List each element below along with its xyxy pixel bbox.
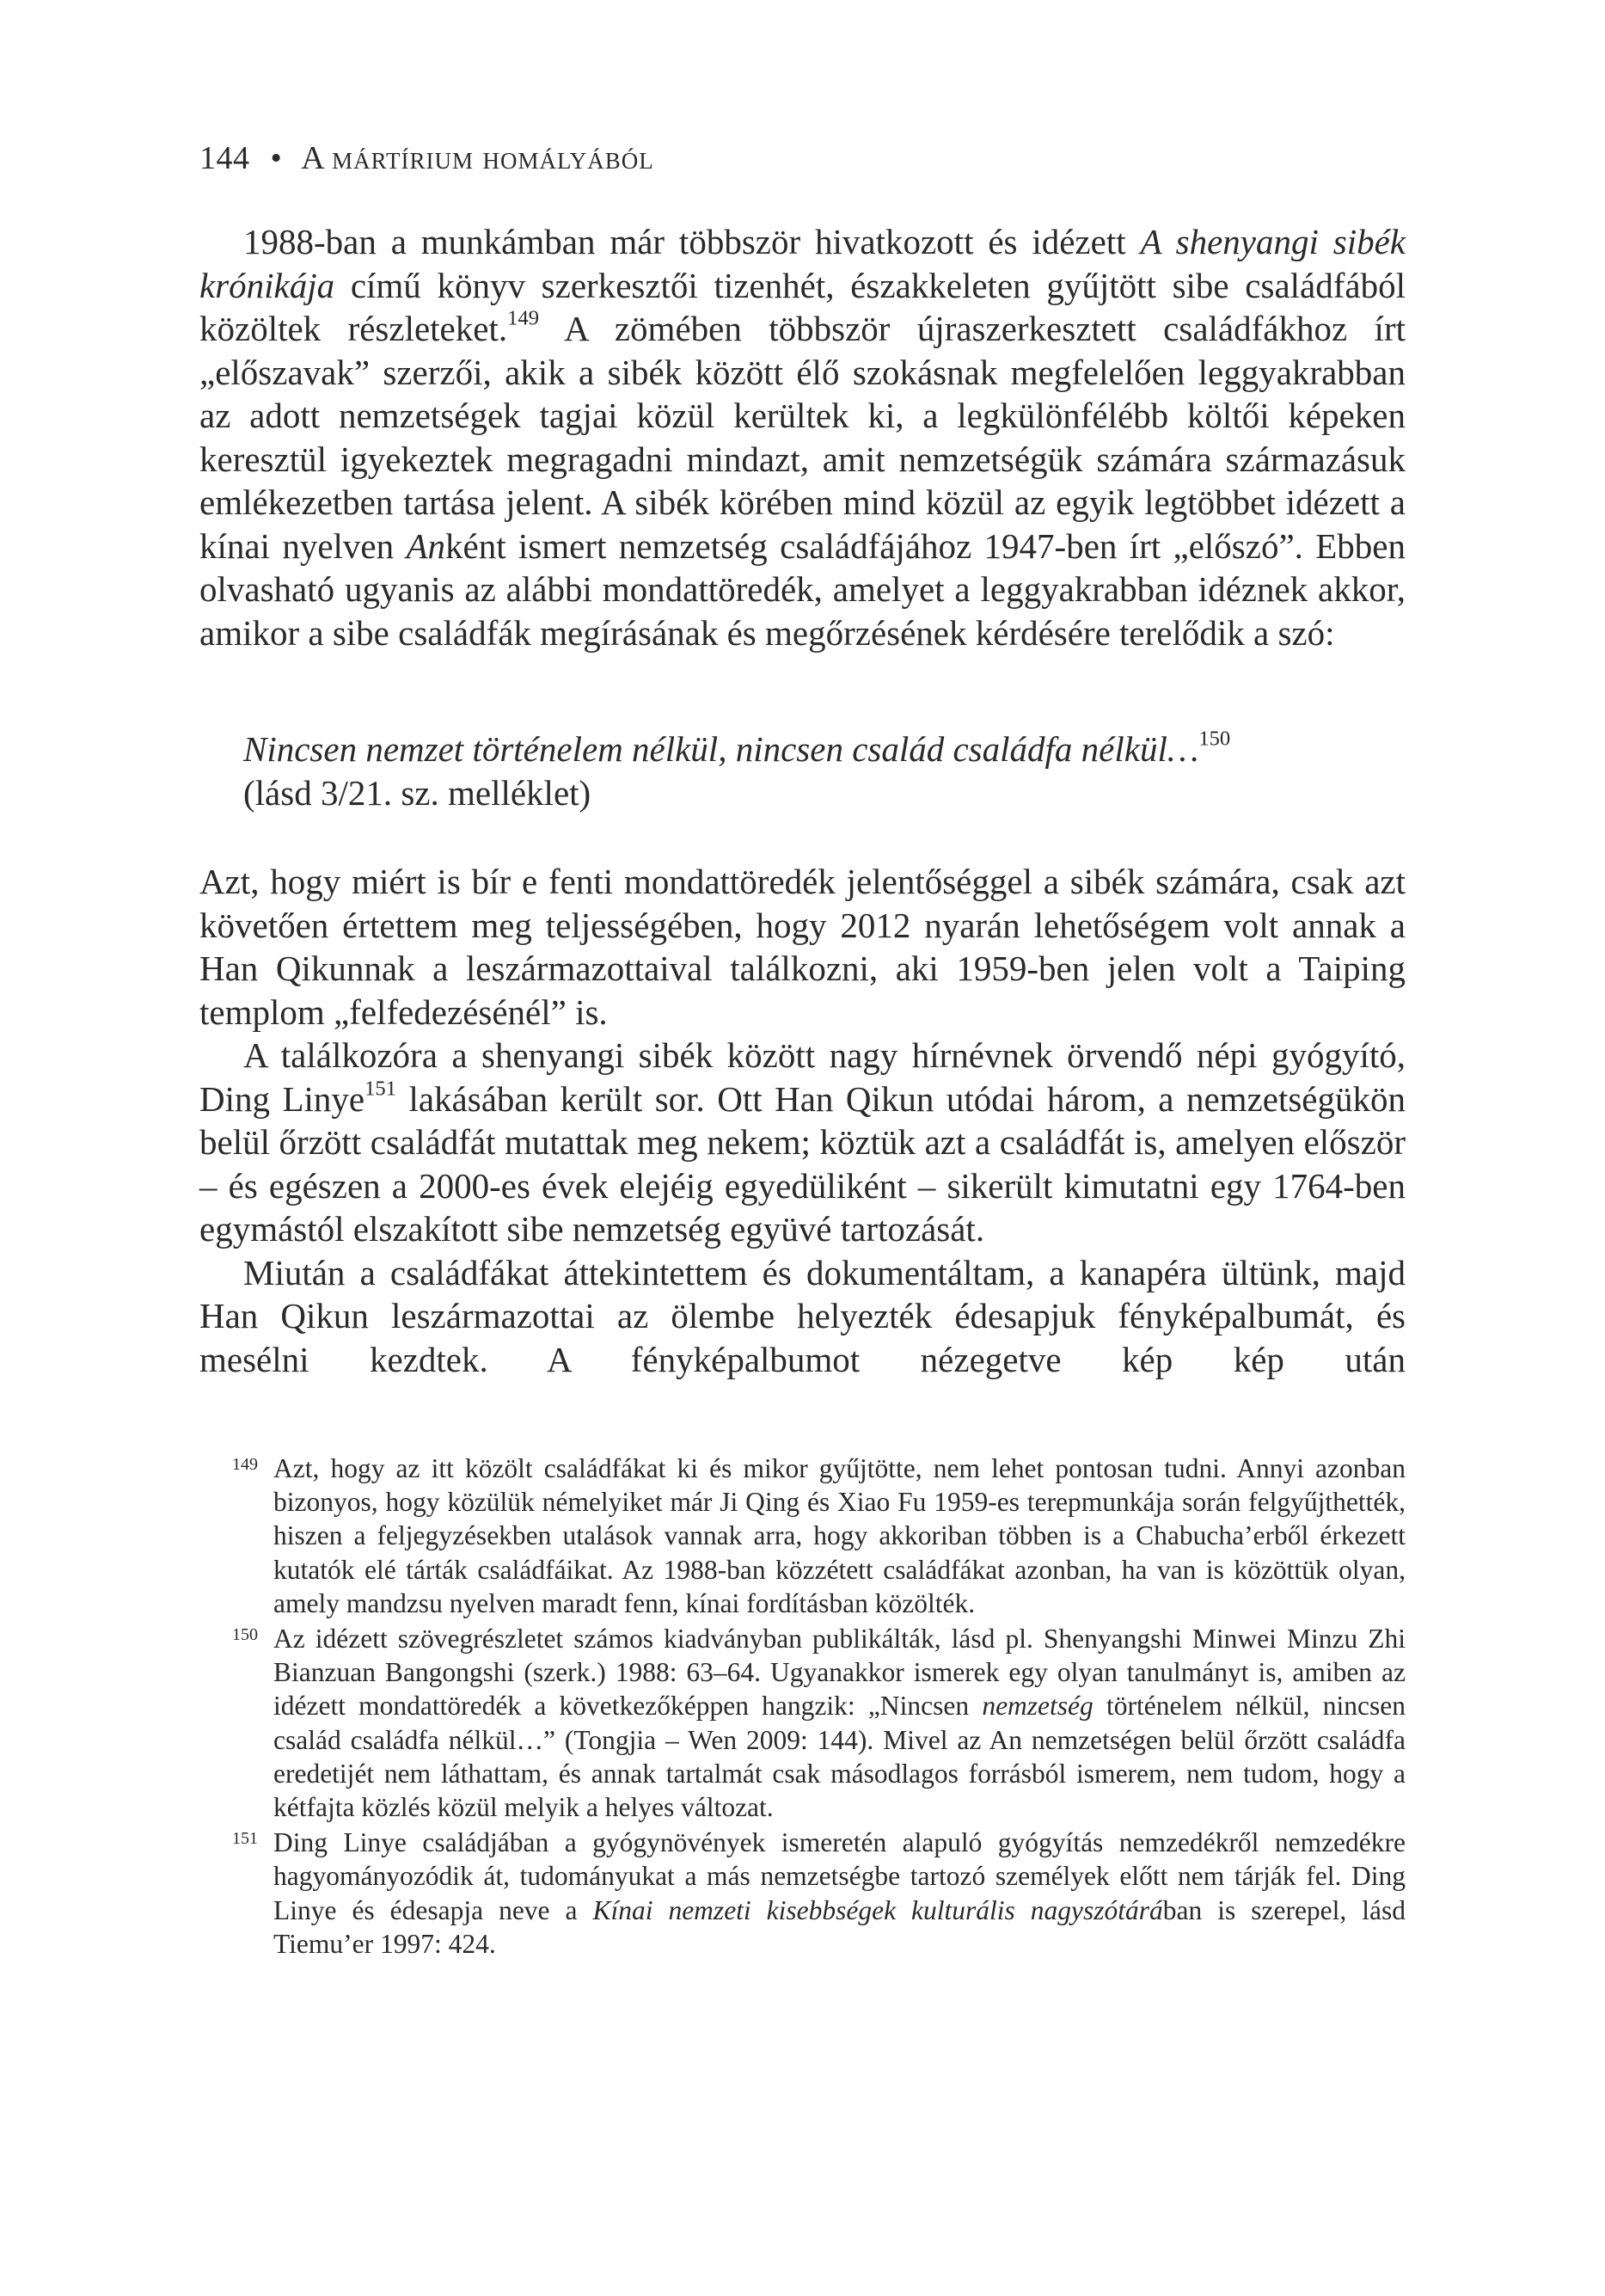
footnote-ref-149[interactable]: 149 bbox=[507, 306, 539, 330]
para3-text-2: lakásában került sor. Ott Han Qikun utódai három, a nemzetségükön belül őrzött családfát mutattak meg nekem; köztük azt a családfát is, amelyen először – és egészen a 2000-es évek elejéig egyedüliként – sikerült kimutatni egy 1764-ben egymástól elszakított sibe nemzetség együvé tartozását. bbox=[199, 1078, 1406, 1249]
book-title-italic: A shenyangi sibék krónikája bbox=[199, 222, 1406, 305]
paragraph-4: Miután a családfákat áttekintettem és dokumentáltam, a kanapéra ültünk, majd Han Qikun leszármazottai az ölembe helyezték édesapjuk fényképalbumát, és mesélni kezdtek. A fényképalbumot nézegetve kép kép után bbox=[199, 1252, 1406, 1379]
paragraph-3 bbox=[199, 1034, 1406, 1251]
footnote-ref-151[interactable]: 151 bbox=[364, 1077, 396, 1101]
para1-text-4: ként ismert nemzetség családfájához 1947-ben írt „előszó”. Ebben olvasható ugyanis az alábbi mondattöredék, amelyet a leggyakrabban idéznek akkor, amikor a sibe családfák megírásának és megőrzésének kérdésére terelődik a szó: bbox=[199, 525, 1406, 653]
italic-an: An bbox=[406, 525, 445, 566]
footnote-number: 149 bbox=[232, 1455, 258, 1474]
paragraph-2: Azt, hogy miért is bír e fenti mondattöredék jelentőséggel a sibék számára, csak azt követően értettem meg teljességében, hogy 2012 nyarán lehetőségem volt annak a Han Qikunnak a leszármazottaival találkozni, aki 1959-ben jelen volt a Taiping templom „felfedezésénél” is. bbox=[199, 862, 1406, 1032]
footnote-150 bbox=[232, 1622, 1406, 1824]
chapter-title-rest: mártírium homályából bbox=[332, 140, 654, 176]
chapter-title-initial: A bbox=[301, 140, 324, 176]
footnotes bbox=[232, 1452, 1406, 1962]
footnote-number: 151 bbox=[232, 1829, 258, 1849]
running-head bbox=[199, 139, 654, 177]
para3-text-1: A találkozóra a shenyangi sibék között nagy hírnévnek örvendő népi gyógyító, Ding Linye bbox=[199, 1035, 1406, 1119]
quote-reference-line: (lásd 3/21. sz. melléklet) bbox=[243, 773, 591, 813]
chapter-title bbox=[301, 140, 654, 176]
header-bullet: • bbox=[270, 140, 283, 176]
footnote-text-1: Ding Linye családjában a gyógynövények ismeretén alapuló gyógyítás nemzedékről nemzedékre hagyományozódik át, tudományukat a más nemzetségbe tartozó személyek előtt nem tárják fel. Ding Linye és édesapja neve a bbox=[273, 1827, 1406, 1925]
footnote-text-2: ban is szerepel, lásd Tiemu’er 1997: 424. bbox=[273, 1894, 1406, 1959]
para1-text-2: című könyv szerkesztői tizenhét, északkeleten gyűjtött sibe családfából közöltek részleteket. bbox=[199, 265, 1406, 348]
footnote-text-1: Az idézett szövegrészletet számos kiadványban publikálták, lásd pl. Shenyangshi Minwei Minzu Zhi Bianzuan Bangongshi (szerk.) 1988: 63–64. Ugyanakkor ismerek egy olyan tanulmányt is, amiben az idézett mondattöredék a következőképpen hangzik: „Nincsen bbox=[273, 1624, 1406, 1722]
footnote-ref-150[interactable]: 150 bbox=[1198, 727, 1231, 751]
paragraph-1 bbox=[199, 220, 1406, 654]
para1-text-3: A zömében többször újraszerkesztett családfákhoz írt „előszavak” szerzői, akik a sibék között élő szokásnak megfelelően leggyakrabban az adott nemzetségek tagjai közül kerültek ki, a legkülönfélébb költői képeken keresztül igyekeztek megragadni mindazt, amit nemzetségük számára származásuk emlékezetben tartása jelent. A sibék körében mind közül az egyik legtöbbet idézett a kínai nyelven bbox=[199, 309, 1406, 566]
footnote-149 bbox=[232, 1452, 1406, 1620]
footnote-text: Azt, hogy az itt közölt családfákat ki és mikor gyűjtötte, nem lehet pontosan tudni. Annyi azonban bizonyos, hogy közülük némelyiket már Ji Qing és Xiao Fu 1959-es terepmunkája során felgyűjthették, hiszen a feljegyzésekben utalások vannak arra, hogy akkoriban többen is a Chabucha’erből érkezett kutatók elé tárták családfáikat. Az 1988-ban közzétett családfákat azonban, ha van is közöttük olyan, amely mandzsu nyelven maradt fenn, kínai fordításban közölték. bbox=[273, 1453, 1406, 1618]
paragraphs-2-4 bbox=[199, 860, 1406, 1381]
para1-text-1: 1988-ban a munkámban már többször hivatkozott és idézett bbox=[243, 222, 1141, 261]
quote-italic-text: Nincsen nemzet történelem nélkül, nincsen család családfa nélkül… bbox=[243, 729, 1199, 769]
footnote-text-2: történelem nélkül, nincsen család családfa nélkül…” (Tongjia – Wen 2009: 144). Mivel az An nemzetségen belül őrzött családfa eredetijét nem láthattam, és annak tartalmát csak másodlagos forrásból ismerem, nem tudom, hogy a kétfajta közlés közül melyik a helyes változat. bbox=[273, 1691, 1406, 1823]
footnote-italic: nemzetség bbox=[982, 1691, 1093, 1722]
page-number: 144 bbox=[199, 140, 250, 176]
footnote-151 bbox=[232, 1826, 1406, 1961]
footnote-number: 150 bbox=[232, 1625, 258, 1645]
footnote-italic: Kínai nemzeti kisebbségek kulturális nagyszótárá bbox=[592, 1894, 1163, 1925]
block-quote bbox=[243, 727, 1406, 815]
